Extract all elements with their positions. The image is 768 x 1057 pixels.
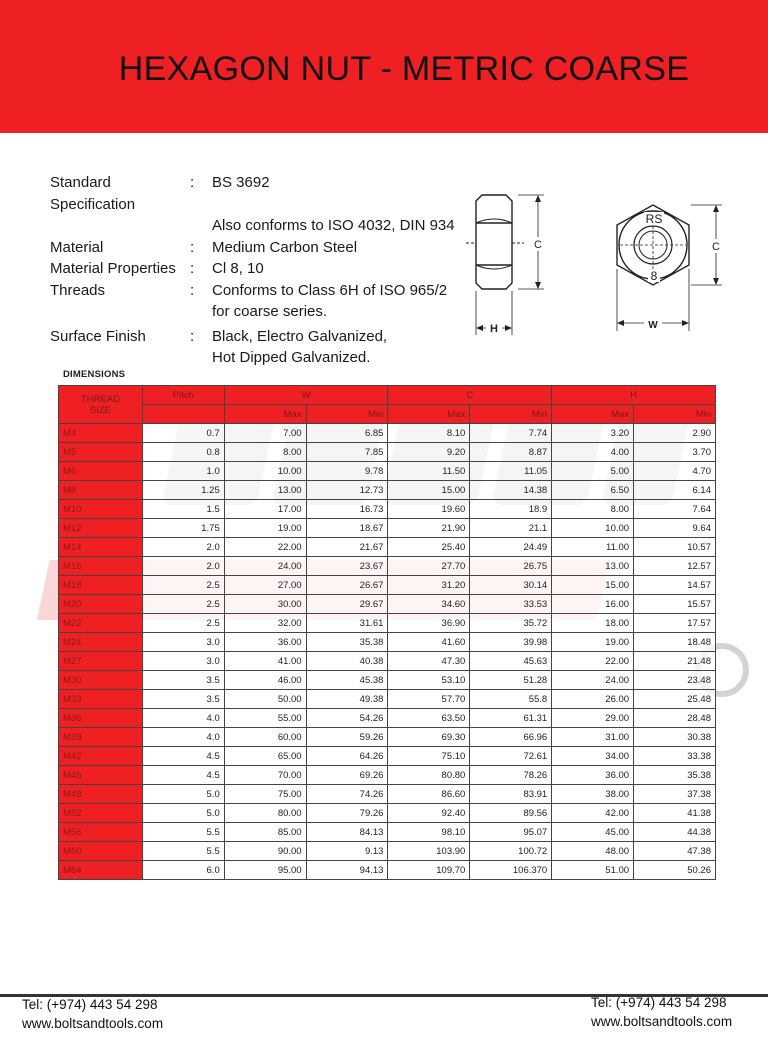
value-cell: 11.05 <box>470 462 552 481</box>
value-cell: 30.00 <box>224 595 306 614</box>
value-cell: 11.50 <box>388 462 470 481</box>
spec-colon: : <box>190 174 195 191</box>
spec-colon <box>190 347 212 369</box>
spec-value: BS 3692 <box>212 174 270 191</box>
value-cell: 39.98 <box>470 633 552 652</box>
spec-row <box>50 258 470 280</box>
thread-size-cell: M22 <box>59 614 143 633</box>
value-cell: 31.20 <box>388 576 470 595</box>
value-cell: 4.0 <box>142 728 224 747</box>
table-row <box>59 709 716 728</box>
footer-tel: Tel: (+974) 443 54 298 <box>22 997 158 1012</box>
value-cell: 55.8 <box>470 690 552 709</box>
value-cell: 83.91 <box>470 785 552 804</box>
top-rs-label: RS <box>645 212 663 226</box>
value-cell: 95.07 <box>470 823 552 842</box>
value-cell: 78.26 <box>470 766 552 785</box>
value-cell: 24.49 <box>470 538 552 557</box>
value-cell: 90.00 <box>224 842 306 861</box>
thread-size-cell: M64 <box>59 861 143 880</box>
value-cell: 2.5 <box>142 614 224 633</box>
value-cell: 4.5 <box>142 766 224 785</box>
value-cell: 54.26 <box>306 709 388 728</box>
value-cell: 35.38 <box>306 633 388 652</box>
arrow-icon <box>476 325 483 331</box>
thread-size-cell: M6 <box>59 462 143 481</box>
value-cell: 84.13 <box>306 823 388 842</box>
value-cell: 19.60 <box>388 500 470 519</box>
header-thread-size <box>59 386 143 424</box>
thread-size-cell: M16 <box>59 557 143 576</box>
value-cell: 27.00 <box>224 576 306 595</box>
table-row <box>59 652 716 671</box>
header-max: Max <box>388 405 470 424</box>
spec-label: Surface Finish <box>50 327 146 345</box>
value-cell: 1.75 <box>142 519 224 538</box>
value-cell: 31.61 <box>306 614 388 633</box>
table-row <box>59 519 716 538</box>
value-cell: 24.00 <box>224 557 306 576</box>
table-row <box>59 576 716 595</box>
table-row <box>59 747 716 766</box>
value-cell: 50.26 <box>634 861 716 880</box>
thread-size-cell: M56 <box>59 823 143 842</box>
value-cell: 21.1 <box>470 519 552 538</box>
table-row <box>59 671 716 690</box>
value-cell: 4.70 <box>634 462 716 481</box>
thread-size-cell: M36 <box>59 709 143 728</box>
header-pitch-blank <box>142 405 224 424</box>
value-cell: 26.75 <box>470 557 552 576</box>
spec-label: Material <box>50 238 104 256</box>
value-cell: 8.87 <box>470 443 552 462</box>
value-cell: 63.50 <box>388 709 470 728</box>
value-cell: 17.57 <box>634 614 716 633</box>
value-cell: 36.00 <box>224 633 306 652</box>
header-max: Max <box>552 405 634 424</box>
value-cell: 5.00 <box>552 462 634 481</box>
value-cell: 51.28 <box>470 671 552 690</box>
value-cell: 61.31 <box>470 709 552 728</box>
value-cell: 27.70 <box>388 557 470 576</box>
header-w: W <box>224 386 388 405</box>
value-cell: 17.00 <box>224 500 306 519</box>
value-cell: 86.60 <box>388 785 470 804</box>
table-body <box>59 424 716 880</box>
value-cell: 89.56 <box>470 804 552 823</box>
value-cell: 35.72 <box>470 614 552 633</box>
value-cell: 32.00 <box>224 614 306 633</box>
dimensions-label: DIMENSIONS <box>63 369 126 380</box>
header-pitch: Pitch <box>142 386 224 405</box>
value-cell: 15.00 <box>388 481 470 500</box>
thread-size-cell: M45 <box>59 766 143 785</box>
table-row <box>59 500 716 519</box>
value-cell: 15.57 <box>634 595 716 614</box>
thread-size-cell: M12 <box>59 519 143 538</box>
table-row <box>59 633 716 652</box>
spec-colon: : <box>190 238 195 256</box>
table-row <box>59 481 716 500</box>
value-cell: 7.00 <box>224 424 306 443</box>
value-cell: 7.74 <box>470 424 552 443</box>
value-cell: 47.38 <box>634 842 716 861</box>
value-cell: 36.90 <box>388 614 470 633</box>
value-cell: 41.00 <box>224 652 306 671</box>
value-cell: 0.7 <box>142 424 224 443</box>
value-cell: 35.38 <box>634 766 716 785</box>
thread-size-cell: M27 <box>59 652 143 671</box>
spec-value: Cl 8, 10 <box>212 260 264 277</box>
value-cell: 24.00 <box>552 671 634 690</box>
value-cell: 37.38 <box>634 785 716 804</box>
value-cell: 4.0 <box>142 709 224 728</box>
value-cell: 10.00 <box>552 519 634 538</box>
value-cell: 36.00 <box>552 766 634 785</box>
value-cell: 19.00 <box>552 633 634 652</box>
value-cell: 21.48 <box>634 652 716 671</box>
value-cell: 18.00 <box>552 614 634 633</box>
value-cell: 106.370 <box>470 861 552 880</box>
value-cell: 55.00 <box>224 709 306 728</box>
value-cell: 0.8 <box>142 443 224 462</box>
value-cell: 18.48 <box>634 633 716 652</box>
header-row <box>59 386 716 405</box>
table-row <box>59 842 716 861</box>
footer-right <box>591 993 732 1031</box>
value-cell: 11.00 <box>552 538 634 557</box>
value-cell: 26.67 <box>306 576 388 595</box>
value-cell: 66.96 <box>470 728 552 747</box>
footer-left <box>22 995 163 1033</box>
dimensions-table <box>58 385 716 880</box>
value-cell: 2.0 <box>142 557 224 576</box>
value-cell: 69.26 <box>306 766 388 785</box>
value-cell: 25.48 <box>634 690 716 709</box>
value-cell: 49.38 <box>306 690 388 709</box>
thread-size-cell: M24 <box>59 633 143 652</box>
value-cell: 2.90 <box>634 424 716 443</box>
value-cell: 41.38 <box>634 804 716 823</box>
table-row <box>59 614 716 633</box>
thread-size-cell: M48 <box>59 785 143 804</box>
value-cell: 14.57 <box>634 576 716 595</box>
table-row <box>59 690 716 709</box>
value-cell: 19.00 <box>224 519 306 538</box>
spec-row <box>50 301 470 323</box>
value-cell: 6.0 <box>142 861 224 880</box>
page-title: HEXAGON NUT - METRIC COARSE <box>118 50 690 88</box>
table-row <box>59 728 716 747</box>
value-cell: 14.38 <box>470 481 552 500</box>
value-cell: 1.0 <box>142 462 224 481</box>
value-cell: 45.63 <box>470 652 552 671</box>
side-h-label: H <box>490 323 498 335</box>
spec-value: Hot Dipped Galvanized. <box>212 349 371 366</box>
value-cell: 3.5 <box>142 671 224 690</box>
value-cell: 7.64 <box>634 500 716 519</box>
value-cell: 38.00 <box>552 785 634 804</box>
value-cell: 6.14 <box>634 481 716 500</box>
value-cell: 31.00 <box>552 728 634 747</box>
value-cell: 51.00 <box>552 861 634 880</box>
value-cell: 1.25 <box>142 481 224 500</box>
thread-size-cell: M4 <box>59 424 143 443</box>
value-cell: 45.38 <box>306 671 388 690</box>
nut-top-view <box>617 205 722 331</box>
value-cell: 64.26 <box>306 747 388 766</box>
value-cell: 65.00 <box>224 747 306 766</box>
value-cell: 8.00 <box>224 443 306 462</box>
value-cell: 16.73 <box>306 500 388 519</box>
value-cell: 75.10 <box>388 747 470 766</box>
value-cell: 28.48 <box>634 709 716 728</box>
header-thread: THREAD <box>80 393 120 405</box>
specifications <box>50 172 470 369</box>
header-min: Min <box>306 405 388 424</box>
value-cell: 47.30 <box>388 652 470 671</box>
value-cell: 30.14 <box>470 576 552 595</box>
value-cell: 6.50 <box>552 481 634 500</box>
thread-size-cell: M10 <box>59 500 143 519</box>
spec-row <box>50 237 470 259</box>
value-cell: 9.64 <box>634 519 716 538</box>
value-cell: 3.0 <box>142 633 224 652</box>
value-cell: 48.00 <box>552 842 634 861</box>
value-cell: 1.5 <box>142 500 224 519</box>
value-cell: 33.53 <box>470 595 552 614</box>
value-cell: 5.5 <box>142 823 224 842</box>
value-cell: 60.00 <box>224 728 306 747</box>
value-cell: 46.00 <box>224 671 306 690</box>
spec-row <box>50 172 470 215</box>
table-row <box>59 804 716 823</box>
value-cell: 13.00 <box>552 557 634 576</box>
value-cell: 74.26 <box>306 785 388 804</box>
value-cell: 5.0 <box>142 804 224 823</box>
value-cell: 22.00 <box>224 538 306 557</box>
thread-size-cell: M30 <box>59 671 143 690</box>
side-c-label: C <box>534 239 542 251</box>
footer-website: www.boltsandtools.com <box>22 1016 164 1031</box>
spec-colon: : <box>190 327 195 345</box>
value-cell: 53.10 <box>388 671 470 690</box>
value-cell: 50.00 <box>224 690 306 709</box>
value-cell: 4.00 <box>552 443 634 462</box>
spec-label <box>50 215 190 237</box>
value-cell: 21.67 <box>306 538 388 557</box>
spec-label: Material Properties <box>50 260 176 277</box>
value-cell: 75.00 <box>224 785 306 804</box>
value-cell: 5.0 <box>142 785 224 804</box>
value-cell: 22.00 <box>552 652 634 671</box>
top-w-label: W <box>648 320 658 331</box>
value-cell: 2.5 <box>142 576 224 595</box>
arrow-icon <box>535 282 541 289</box>
value-cell: 16.00 <box>552 595 634 614</box>
value-cell: 23.48 <box>634 671 716 690</box>
spec-colon: : <box>190 260 195 277</box>
value-cell: 45.00 <box>552 823 634 842</box>
table-row <box>59 424 716 443</box>
header-max: Max <box>224 405 306 424</box>
value-cell: 10.57 <box>634 538 716 557</box>
table-row <box>59 538 716 557</box>
value-cell: 8.10 <box>388 424 470 443</box>
arrow-icon <box>713 278 719 285</box>
value-cell: 23.67 <box>306 557 388 576</box>
spec-label <box>50 301 190 323</box>
nut-diagram <box>460 185 730 345</box>
thread-size-cell: M60 <box>59 842 143 861</box>
value-cell: 70.00 <box>224 766 306 785</box>
table-row <box>59 443 716 462</box>
value-cell: 15.00 <box>552 576 634 595</box>
spec-value: Medium Carbon Steel <box>212 238 358 256</box>
value-cell: 41.60 <box>388 633 470 652</box>
title-banner <box>0 0 768 133</box>
spec-row <box>50 347 470 369</box>
arrow-icon <box>535 195 541 202</box>
value-cell: 18.9 <box>470 500 552 519</box>
thread-size-cell: M20 <box>59 595 143 614</box>
value-cell: 57.70 <box>388 690 470 709</box>
value-cell: 100.72 <box>470 842 552 861</box>
value-cell: 33.38 <box>634 747 716 766</box>
value-cell: 5.5 <box>142 842 224 861</box>
thread-size-cell: M14 <box>59 538 143 557</box>
footer-website: www.boltsandtools.com <box>591 1014 733 1029</box>
spec-label: Standard Specification <box>50 174 136 213</box>
spec-label <box>50 347 190 369</box>
table-row <box>59 557 716 576</box>
value-cell: 25.40 <box>388 538 470 557</box>
header-h: H <box>552 386 716 405</box>
value-cell: 30.38 <box>634 728 716 747</box>
spec-colon <box>190 215 212 237</box>
table-row <box>59 766 716 785</box>
value-cell: 34.60 <box>388 595 470 614</box>
value-cell: 12.57 <box>634 557 716 576</box>
value-cell: 9.13 <box>306 842 388 861</box>
spec-row <box>50 326 470 348</box>
table-row <box>59 462 716 481</box>
value-cell: 94.13 <box>306 861 388 880</box>
value-cell: 9.78 <box>306 462 388 481</box>
value-cell: 3.5 <box>142 690 224 709</box>
value-cell: 9.20 <box>388 443 470 462</box>
value-cell: 6.85 <box>306 424 388 443</box>
value-cell: 29.00 <box>552 709 634 728</box>
arrow-icon <box>713 205 719 212</box>
value-cell: 92.40 <box>388 804 470 823</box>
value-cell: 3.70 <box>634 443 716 462</box>
value-cell: 13.00 <box>224 481 306 500</box>
header-size: SIZE <box>89 404 111 416</box>
value-cell: 26.00 <box>552 690 634 709</box>
table-row <box>59 861 716 880</box>
thread-size-cell: M52 <box>59 804 143 823</box>
top-8-label: 8 <box>650 269 658 283</box>
thread-size-cell: M33 <box>59 690 143 709</box>
header-subrow <box>59 405 716 424</box>
value-cell: 10.00 <box>224 462 306 481</box>
value-cell: 21.90 <box>388 519 470 538</box>
thread-size-cell: M42 <box>59 747 143 766</box>
value-cell: 72.61 <box>470 747 552 766</box>
value-cell: 2.5 <box>142 595 224 614</box>
value-cell: 12.73 <box>306 481 388 500</box>
value-cell: 2.0 <box>142 538 224 557</box>
arrow-icon <box>617 320 624 326</box>
value-cell: 98.10 <box>388 823 470 842</box>
header-min: Min <box>634 405 716 424</box>
value-cell: 29.67 <box>306 595 388 614</box>
thread-size-cell: M39 <box>59 728 143 747</box>
spec-value: Conforms to Class 6H of ISO 965/2 <box>212 281 448 299</box>
spec-value: for coarse series. <box>212 303 328 320</box>
value-cell: 69.30 <box>388 728 470 747</box>
arrow-icon <box>682 320 689 326</box>
value-cell: 3.20 <box>552 424 634 443</box>
spec-value: Black, Electro Galvanized, <box>212 327 388 345</box>
spec-label: Threads <box>50 281 106 299</box>
value-cell: 103.90 <box>388 842 470 861</box>
spec-colon <box>190 301 212 323</box>
table-row <box>59 595 716 614</box>
spec-value: Also conforms to ISO 4032, DIN 934 <box>212 217 455 234</box>
thread-size-cell: M8 <box>59 481 143 500</box>
spec-row <box>50 215 470 237</box>
value-cell: 80.00 <box>224 804 306 823</box>
value-cell: 80.80 <box>388 766 470 785</box>
value-cell: 8.00 <box>552 500 634 519</box>
value-cell: 18.67 <box>306 519 388 538</box>
footer-tel: Tel: (+974) 443 54 298 <box>591 995 727 1010</box>
value-cell: 95.00 <box>224 861 306 880</box>
thread-size-cell: M5 <box>59 443 143 462</box>
value-cell: 42.00 <box>552 804 634 823</box>
spec-row <box>50 280 470 302</box>
header-c: C <box>388 386 552 405</box>
value-cell: 59.26 <box>306 728 388 747</box>
thread-size-cell: M18 <box>59 576 143 595</box>
value-cell: 4.5 <box>142 747 224 766</box>
header-min: Min <box>470 405 552 424</box>
value-cell: 44.38 <box>634 823 716 842</box>
nut-side-view <box>466 195 544 335</box>
value-cell: 34.00 <box>552 747 634 766</box>
value-cell: 79.26 <box>306 804 388 823</box>
table-row <box>59 823 716 842</box>
value-cell: 3.0 <box>142 652 224 671</box>
value-cell: 7.85 <box>306 443 388 462</box>
value-cell: 85.00 <box>224 823 306 842</box>
value-cell: 40.38 <box>306 652 388 671</box>
table-row <box>59 785 716 804</box>
top-c-label: C <box>712 241 720 253</box>
spec-colon: : <box>190 281 195 299</box>
arrow-icon <box>505 325 512 331</box>
value-cell: 109.70 <box>388 861 470 880</box>
